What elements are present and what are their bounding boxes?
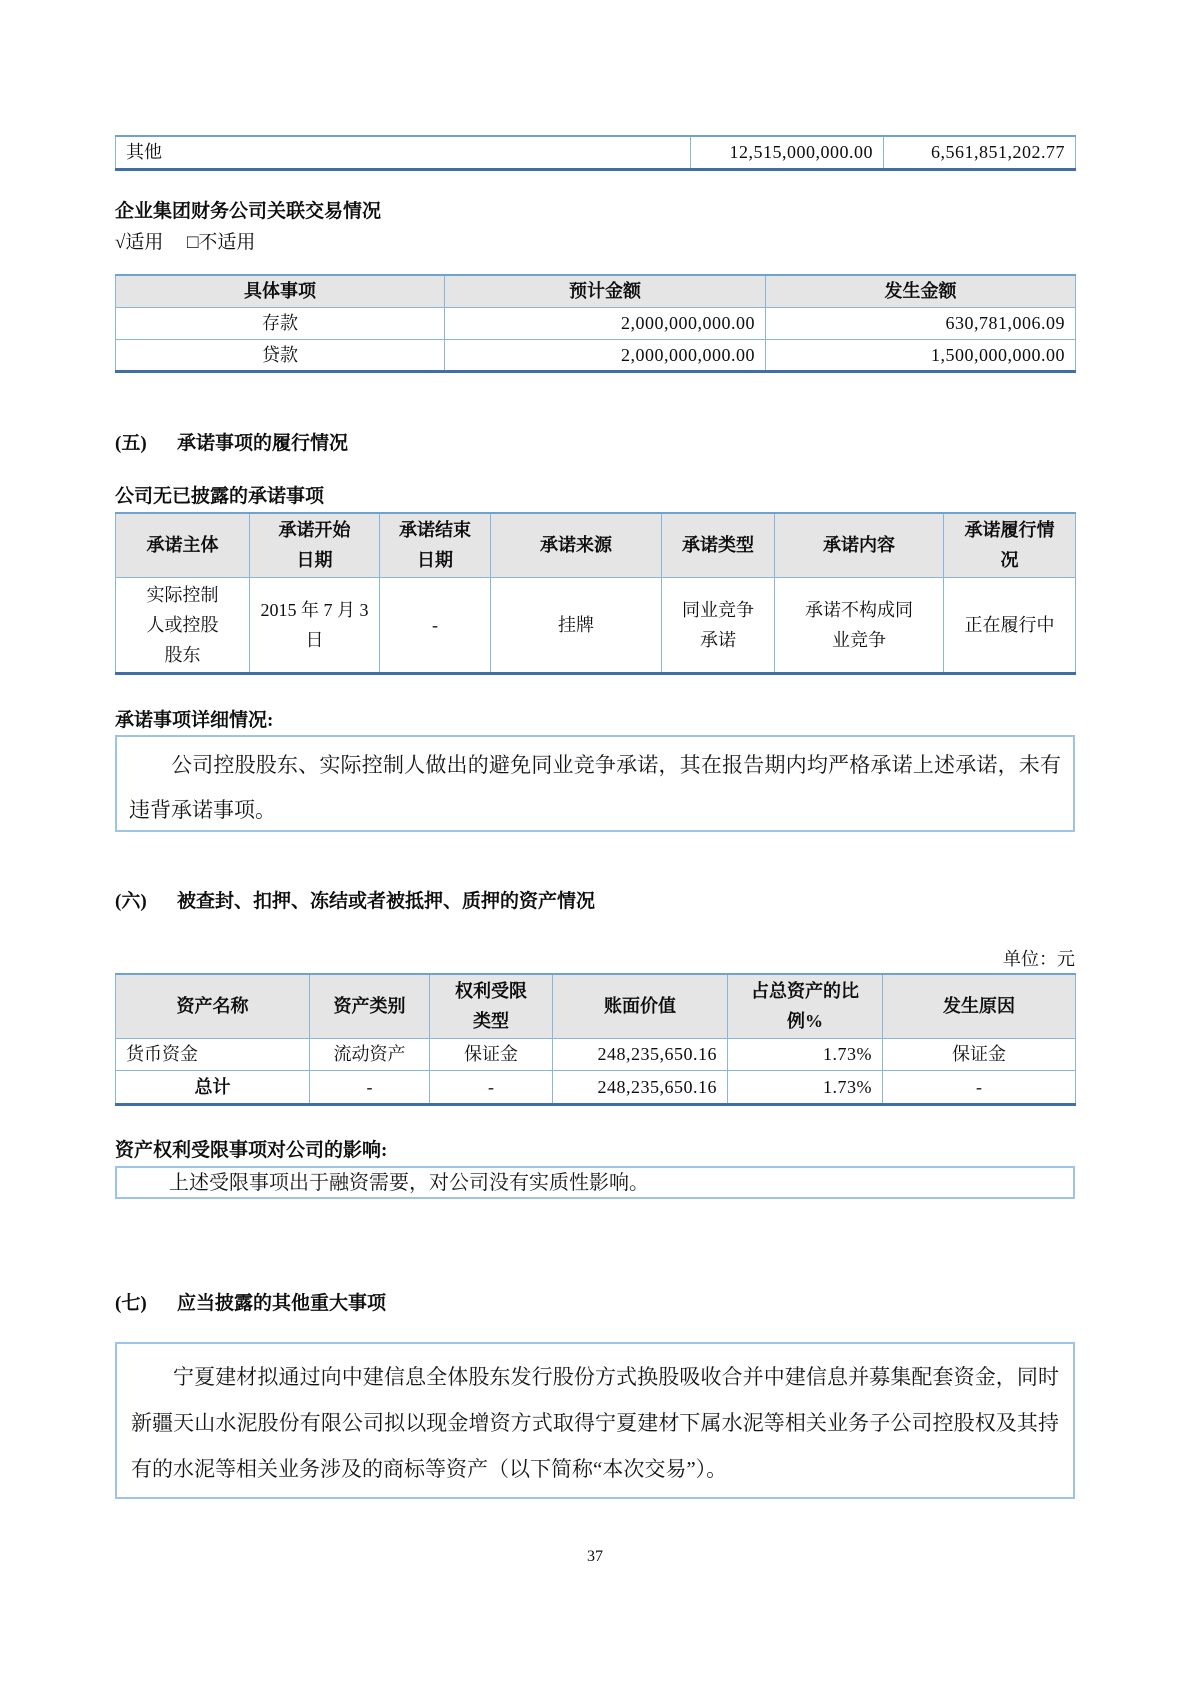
actual-cell: 630,781,006.09: [766, 307, 1076, 339]
other-amounts-table: [115, 135, 1075, 171]
content-cell: 承诺不构成同业竞争: [775, 577, 944, 673]
ratio-cell: 1.73%: [728, 1038, 883, 1070]
actual-amount-cell: 6,561,851,202.77: [884, 136, 1076, 169]
section-title: 被查封、扣押、冻结或者被抵押、质押的资产情况: [177, 891, 596, 912]
column-header: 承诺来源: [491, 513, 662, 577]
reason-cell: -: [883, 1070, 1076, 1104]
restriction-type-cell: 保证金: [430, 1038, 553, 1070]
page-number: 37: [587, 1548, 603, 1565]
column-header: 承诺主体: [116, 513, 250, 577]
end-date-cell: -: [380, 577, 491, 673]
impact-label: 资产权利受限事项对公司的影响:: [115, 1140, 388, 1161]
impact-box: [115, 1166, 1075, 1199]
commitment-party-cell: 实际控制人或控股股东: [116, 577, 250, 673]
section-7-box: [115, 1342, 1075, 1499]
column-header: 发生金额: [766, 275, 1076, 307]
row-label: 其他: [116, 136, 691, 169]
table-row: [116, 1038, 1076, 1070]
estimated-amount-cell: 12,515,000,000.00: [691, 136, 884, 169]
column-header: 权利受限类型: [430, 974, 553, 1038]
commitments-table: [115, 512, 1075, 675]
book-value-cell: 248,235,650.16: [553, 1038, 728, 1070]
restricted-assets-table: [115, 973, 1075, 1106]
table-row: [116, 339, 1076, 371]
section-title: 承诺事项的履行情况: [177, 433, 349, 454]
table-row: [116, 136, 1076, 169]
item-cell: 存款: [116, 307, 445, 339]
column-header: 承诺开始日期: [250, 513, 380, 577]
source-cell: 挂牌: [491, 577, 662, 673]
section-7-text: 宁夏建材拟通过向中建信息全体股东发行股份方式换股吸收合并中建信息并募集配套资金，同时新疆天山水泥股份有限公司拟以现金增资方式取得宁夏建材下属水泥等相关业务子公司控股权及其持有的水泥等相关业务涉及的商标等资产（以下简称“本次交易”）。: [131, 1365, 1059, 1481]
section-7-heading: [115, 1288, 1075, 1315]
header-row: [116, 513, 1076, 577]
start-date-cell: 2015 年 7 月 3 日: [250, 577, 380, 673]
column-header: 资产名称: [116, 974, 310, 1038]
column-header: 承诺内容: [775, 513, 944, 577]
column-header: 承诺类型: [662, 513, 775, 577]
item-cell: 贷款: [116, 339, 445, 371]
column-header: 承诺履行情况: [944, 513, 1076, 577]
section-number: (七): [115, 1293, 147, 1314]
column-header: 承诺结束日期: [380, 513, 491, 577]
applicable-checkbox: √适用: [115, 232, 164, 253]
commitment-detail-label: 承诺事项详细情况:: [115, 710, 274, 731]
total-label-cell: 总计: [116, 1070, 310, 1104]
reason-cell: 保证金: [883, 1038, 1076, 1070]
finance-company-title: 企业集团财务公司关联交易情况: [115, 201, 382, 222]
section-number: (六): [115, 891, 147, 912]
column-header: 具体事项: [116, 275, 445, 307]
header-row: [116, 974, 1076, 1038]
table-row: [116, 307, 1076, 339]
column-header: 发生原因: [883, 974, 1076, 1038]
asset-name-cell: 货币资金: [116, 1038, 310, 1070]
total-row: [116, 1070, 1076, 1104]
actual-cell: 1,500,000,000.00: [766, 339, 1076, 371]
column-header: 账面价值: [553, 974, 728, 1038]
ratio-cell: 1.73%: [728, 1070, 883, 1104]
column-header: 占总资产的比例%: [728, 974, 883, 1038]
section-title: 应当披露的其他重大事项: [177, 1293, 387, 1314]
asset-class-cell: -: [310, 1070, 430, 1104]
type-cell: 同业竞争承诺: [662, 577, 775, 673]
not-applicable-checkbox: □不适用: [186, 232, 256, 253]
status-cell: 正在履行中: [944, 577, 1076, 673]
column-header: 资产类别: [310, 974, 430, 1038]
section-6-heading: [115, 886, 1075, 913]
estimated-cell: 2,000,000,000.00: [445, 307, 766, 339]
section-5-heading: [115, 428, 1075, 455]
section-number: (五): [115, 433, 147, 454]
estimated-cell: 2,000,000,000.00: [445, 339, 766, 371]
finance-company-table: [115, 274, 1075, 373]
commitment-detail-box: [115, 735, 1075, 832]
column-header: 预计金额: [445, 275, 766, 307]
impact-text: 上述受限事项出于融资需要，对公司没有实质性影响。: [169, 1172, 649, 1194]
section-5-intro: 公司无已披露的承诺事项: [115, 486, 325, 507]
book-value-cell: 248,235,650.16: [553, 1070, 728, 1104]
applicability-line: [115, 227, 1075, 254]
table-row: [116, 577, 1076, 673]
asset-class-cell: 流动资产: [310, 1038, 430, 1070]
unit-note: 单位：元: [1003, 949, 1075, 969]
commitment-detail-text: 公司控股股东、实际控制人做出的避免同业竞争承诺，其在报告期内均严格承诺上述承诺，未有违背承诺事项。: [129, 753, 1061, 822]
header-row: [116, 275, 1076, 307]
restriction-type-cell: -: [430, 1070, 553, 1104]
